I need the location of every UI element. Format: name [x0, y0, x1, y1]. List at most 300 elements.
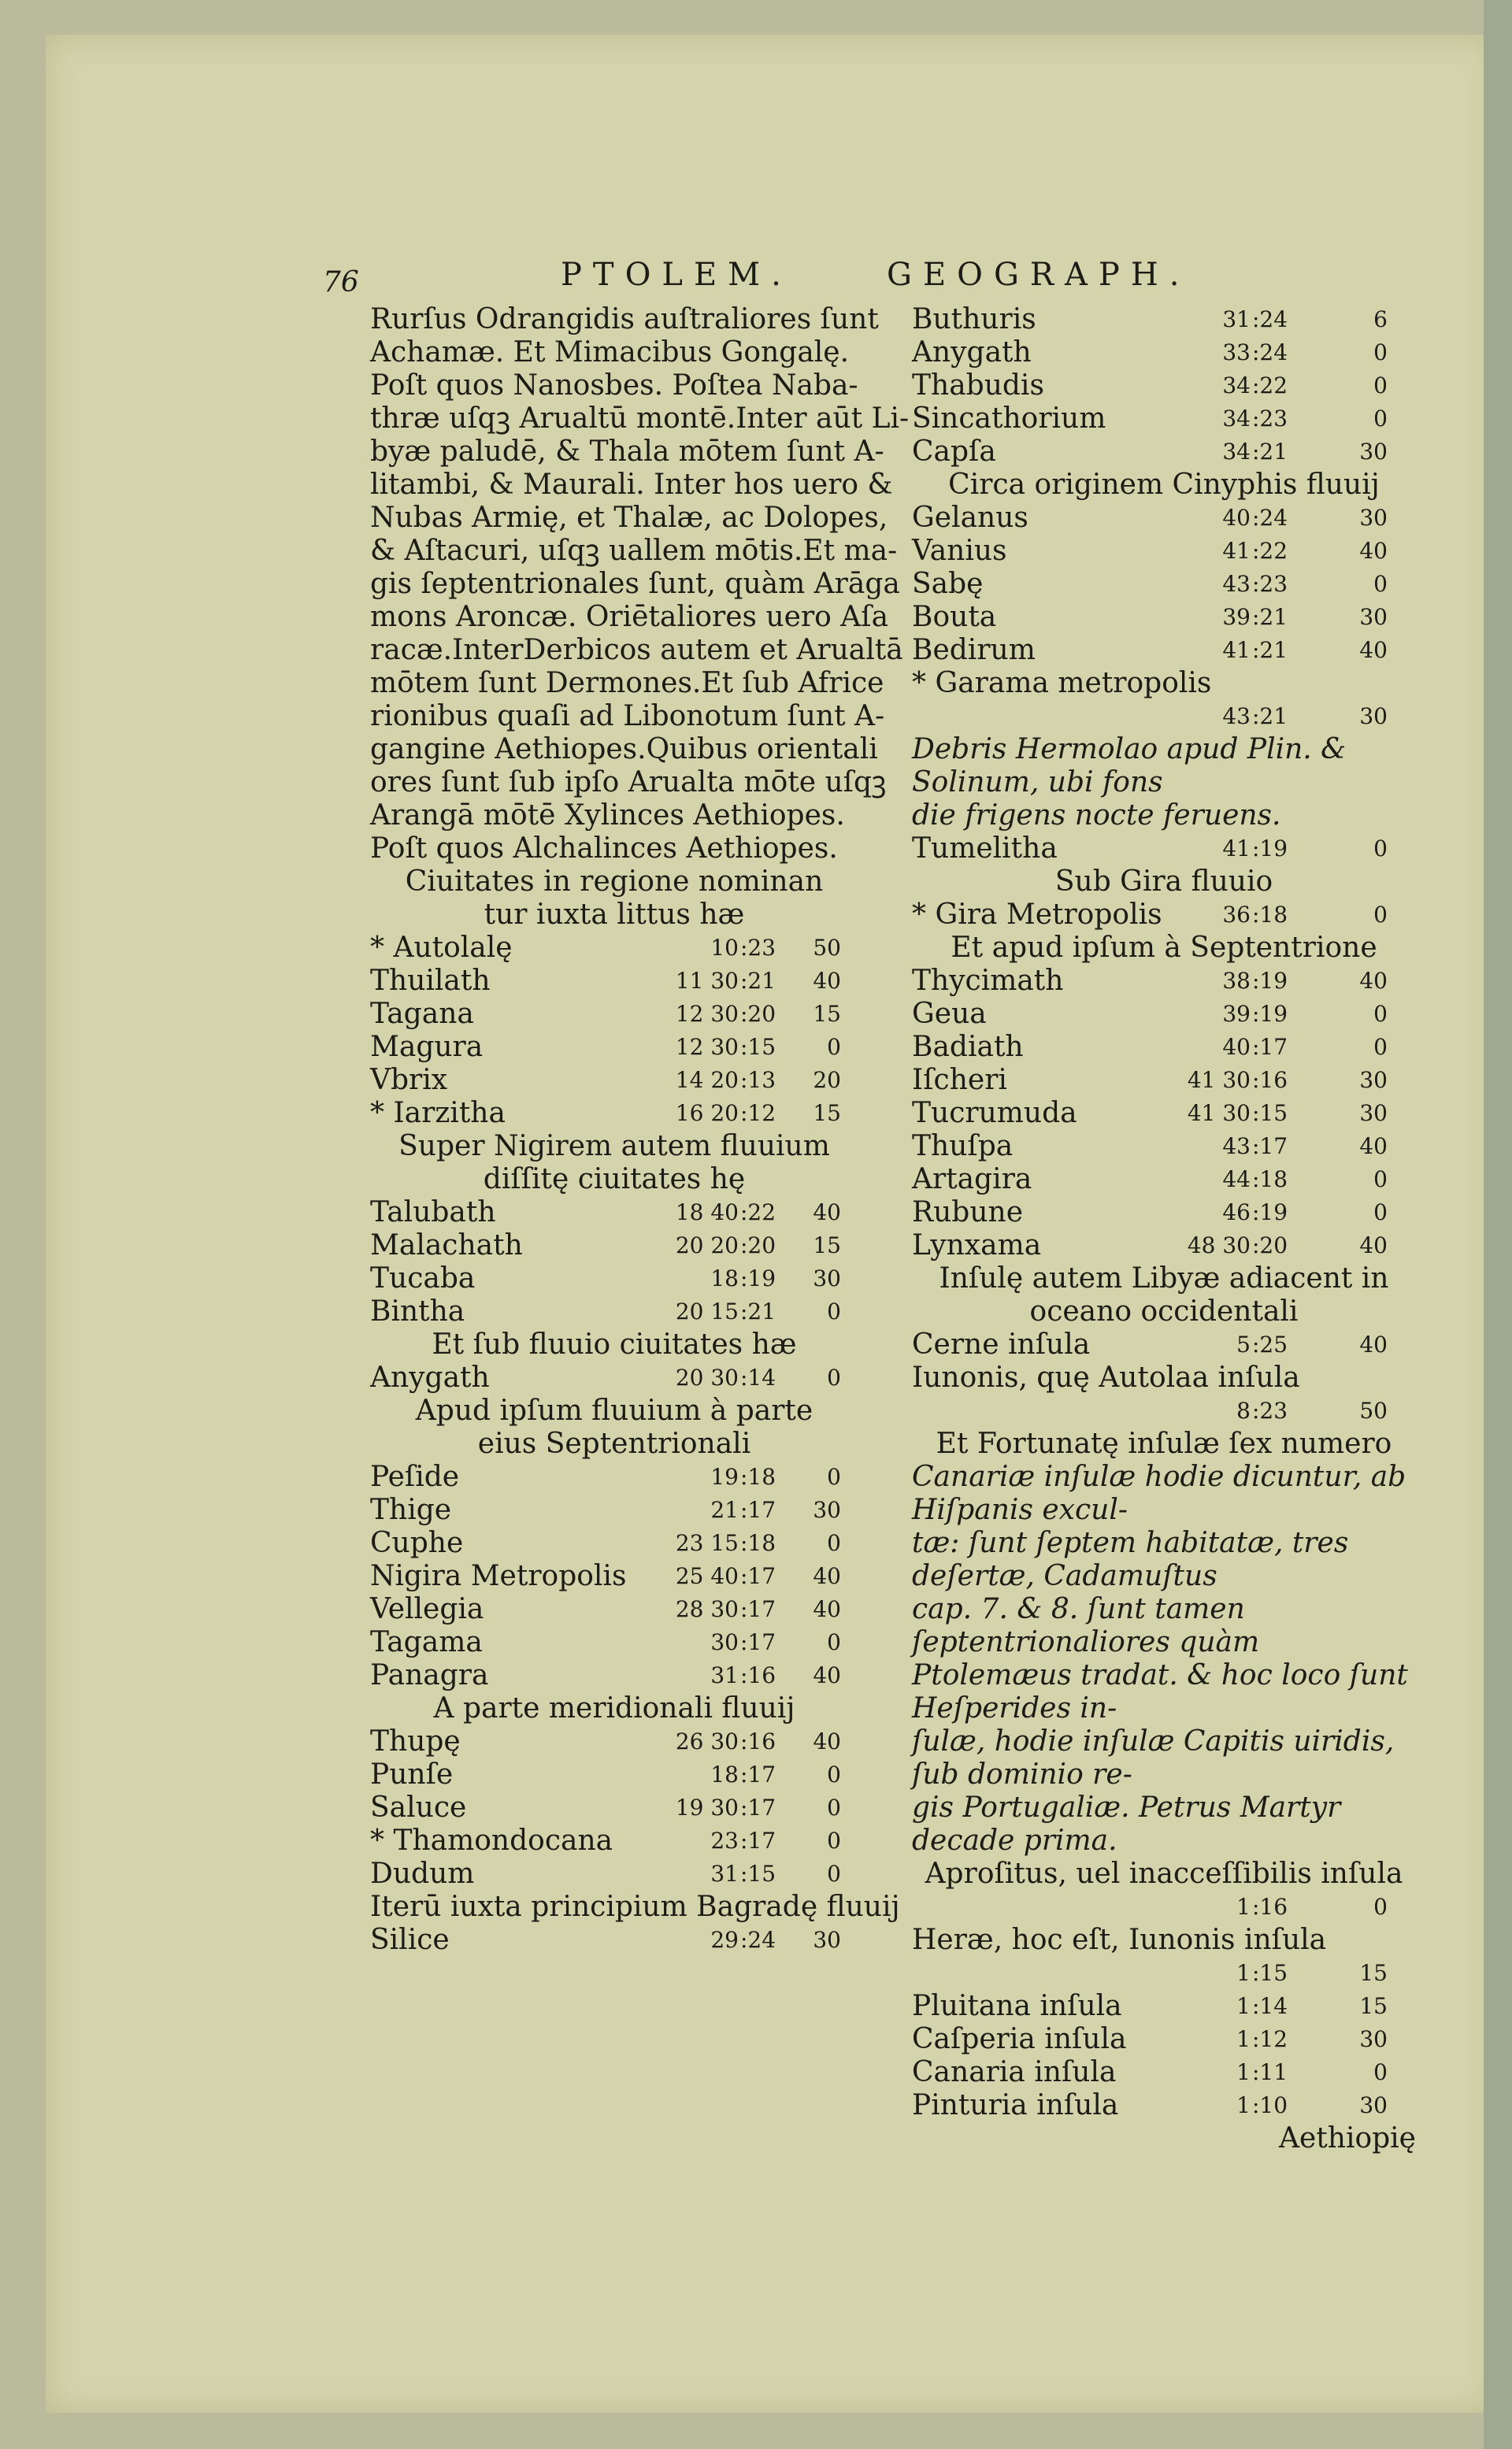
section-heading: diſſitę ciuitates hę — [483, 1163, 746, 1195]
latitude-degrees: :18 — [740, 1530, 776, 1556]
place-name: Capſa — [912, 435, 996, 468]
section-heading: Sub Gira fluuio — [1054, 865, 1273, 898]
place-name: * Thamondocana — [370, 1825, 613, 1857]
place-name: Thuſpa — [912, 1130, 1014, 1162]
latitude-degrees: :24 — [740, 1927, 776, 1953]
note-line: cap. 7. & 8. ſunt tamen ſeptentrionaliores quàm — [912, 1593, 1260, 1658]
latitude-degrees: :17 — [740, 1563, 776, 1589]
place-name: Punſe — [370, 1758, 454, 1791]
latitude-minutes: 0 — [1373, 2059, 1388, 2085]
latitude-degrees: :18 — [1252, 1166, 1288, 1192]
latitude-minutes: 40 — [813, 968, 841, 994]
place-name: Vbrix — [370, 1064, 448, 1096]
place-entry — [912, 568, 1416, 601]
latitude-degrees: :17 — [740, 1497, 776, 1523]
latitude-degrees: :17 — [740, 1596, 776, 1622]
place-name: Cerne inſula — [912, 1328, 1091, 1361]
latitude-degrees: :14 — [1252, 1993, 1288, 2019]
place-entry — [912, 1990, 1416, 2023]
place-entry — [912, 402, 1416, 435]
latitude-minutes: 40 — [813, 1728, 841, 1754]
latitude-degrees: :22 — [740, 1199, 776, 1225]
latitude-minutes: 0 — [1373, 1894, 1388, 1920]
place-entry — [370, 1791, 858, 1825]
latitude-minutes: 0 — [1373, 372, 1388, 398]
running-head-left: PTOLEM. — [561, 257, 792, 293]
note-line: Ptolemæus tradat. & hoc loco ſunt Heſperides in- — [912, 1659, 1408, 1725]
place-name: Thige — [370, 1494, 452, 1526]
latitude-minutes: 0 — [827, 1464, 841, 1490]
place-name: Thabudis — [912, 369, 1044, 402]
longitude: 14 20 — [675, 1067, 739, 1093]
latitude-minutes: 0 — [827, 1530, 841, 1556]
longitude: 25 40 — [675, 1563, 739, 1589]
paragraph-line: byæ paludē, & Thala mōtem ſunt A- — [370, 435, 884, 468]
latitude-minutes: 0 — [1373, 1001, 1388, 1027]
place-name: Thuilath — [370, 965, 491, 997]
longitude: 43 — [1222, 1133, 1251, 1159]
place-entry — [370, 1626, 858, 1659]
latitude-degrees: :19 — [740, 1265, 776, 1291]
section-heading: Et apud ipſum à Septentrione — [951, 932, 1377, 964]
latitude-degrees: :21 — [1252, 637, 1288, 663]
latitude-degrees: :15 — [740, 1861, 776, 1887]
latitude-minutes: 30 — [1359, 703, 1388, 729]
place-entry — [912, 1097, 1416, 1130]
latitude-degrees: :21 — [1252, 439, 1288, 465]
place-entry — [912, 1031, 1416, 1064]
place-entry — [370, 1924, 858, 1957]
longitude: 40 — [1222, 1034, 1251, 1060]
running-head-right: GEOGRAPH. — [887, 257, 1191, 293]
latitude-degrees: :24 — [1252, 505, 1288, 531]
longitude: 18 — [710, 1762, 739, 1788]
place-name: Canaria inſula — [912, 2056, 1117, 2088]
place-name: Tumelitha — [912, 832, 1058, 865]
place-entry — [370, 1461, 858, 1494]
latitude-minutes: 0 — [1373, 1199, 1388, 1225]
latitude-degrees: :25 — [1252, 1332, 1288, 1358]
place-name: Bouta — [912, 601, 997, 633]
place-entry — [912, 998, 1416, 1031]
place-entry — [370, 1659, 858, 1692]
longitude: 41 — [1222, 538, 1251, 564]
section-heading: Iterū iuxta principium Bagradę fluuij — [370, 1891, 900, 1923]
place-entry — [370, 1362, 858, 1395]
place-entry — [370, 932, 858, 965]
intro-paragraph — [370, 303, 910, 865]
place-name: Vellegia — [370, 1593, 484, 1625]
latitude-degrees: :21 — [740, 1299, 776, 1325]
latitude-degrees: :17 — [1252, 1034, 1288, 1060]
place-name: Tagama — [370, 1626, 483, 1658]
latitude-minutes: 0 — [1373, 1166, 1388, 1192]
latitude-minutes: 40 — [1359, 1232, 1388, 1258]
latitude-degrees: :20 — [740, 1232, 776, 1258]
latitude-minutes: 50 — [813, 935, 841, 961]
place-entry — [370, 1196, 858, 1229]
place-entry — [370, 1295, 858, 1328]
place-name: Tagana — [370, 998, 474, 1030]
place-name: * Autolalę — [370, 932, 513, 964]
paragraph-line: Achamæ. Et Mimacibus Gongalę. — [370, 336, 850, 369]
place-entry — [370, 1031, 858, 1064]
place-entry — [912, 1229, 1416, 1262]
longitude: 19 30 — [675, 1795, 739, 1821]
latitude-minutes: 20 — [813, 1067, 841, 1093]
longitude: 1 — [1236, 1894, 1251, 1920]
facing-page-edge — [1484, 0, 1512, 2449]
place-name: Iſcheri — [912, 1064, 1007, 1096]
place-entry — [912, 1957, 1416, 1990]
place-entry — [912, 634, 1416, 667]
latitude-minutes: 30 — [1359, 1100, 1388, 1126]
latitude-minutes: 0 — [827, 1365, 841, 1391]
latitude-degrees: :12 — [1252, 2026, 1288, 2052]
section-heading: Inſulę autem Libyæ adiacent in — [939, 1262, 1389, 1295]
place-name: * Garama metropolis — [912, 667, 1212, 699]
latitude-degrees: :19 — [1252, 1001, 1288, 1027]
longitude: 43 — [1222, 571, 1251, 597]
place-name: Sincathorium — [912, 402, 1106, 435]
latitude-minutes: 30 — [1359, 439, 1388, 465]
latitude-degrees: :23 — [1252, 406, 1288, 432]
section-heading: Ciuitates in regione nominan — [405, 865, 824, 898]
note-line: Debris Hermolao apud Plin. & Solinum, ubi fons — [912, 733, 1347, 798]
place-entry — [912, 2056, 1416, 2089]
latitude-degrees: :17 — [740, 1762, 776, 1788]
paragraph-line: & Aſtacuri, uſqꝫ uallem mōtis.Et ma- — [370, 535, 898, 567]
longitude: 1 — [1236, 1993, 1251, 2019]
longitude: 41 — [1222, 637, 1251, 663]
place-name: Cuphe — [370, 1527, 464, 1559]
longitude: 18 — [710, 1265, 739, 1291]
latitude-degrees: :19 — [1252, 1199, 1288, 1225]
latitude-minutes: 0 — [1373, 406, 1388, 432]
latitude-degrees: :23 — [740, 935, 776, 961]
latitude-minutes: 40 — [1359, 538, 1388, 564]
longitude: 20 30 — [675, 1365, 739, 1391]
place-entry — [370, 1725, 858, 1758]
latitude-degrees: :21 — [1252, 703, 1288, 729]
longitude: 10 — [710, 935, 739, 961]
place-entry — [370, 1825, 858, 1858]
marginal-note — [912, 733, 1416, 832]
longitude: 12 30 — [675, 1001, 739, 1027]
right-gazetteer — [912, 303, 1416, 2155]
place-entry — [912, 1196, 1416, 1229]
latitude-degrees: :16 — [1252, 1067, 1288, 1093]
place-name: Badiath — [912, 1031, 1024, 1063]
latitude-minutes: 30 — [813, 1497, 841, 1523]
latitude-minutes: 0 — [1373, 835, 1388, 861]
place-entry — [912, 1924, 1416, 1957]
latitude-degrees: :15 — [1252, 1960, 1288, 1986]
latitude-minutes: 40 — [813, 1563, 841, 1589]
place-name: Caſperia inſula — [912, 2023, 1127, 2055]
paragraph-line: Nubas Armię, et Thalæ, ac Dolopes, — [370, 502, 888, 534]
longitude: 19 — [710, 1464, 739, 1490]
latitude-minutes: 50 — [1359, 1398, 1388, 1424]
place-entry — [912, 1163, 1416, 1196]
longitude: 1 — [1236, 2026, 1251, 2052]
latitude-degrees: :20 — [1252, 1232, 1288, 1258]
latitude-minutes: 40 — [1359, 1332, 1388, 1358]
place-entry — [912, 535, 1416, 568]
longitude: 36 — [1222, 902, 1251, 928]
place-name: Heræ, hoc eſt, Iunonis inſula — [912, 1924, 1327, 1956]
place-entry — [370, 1064, 858, 1097]
latitude-minutes: 0 — [827, 1299, 841, 1325]
latitude-minutes: 30 — [1359, 2092, 1388, 2118]
latitude-degrees: :21 — [1252, 604, 1288, 630]
longitude: 29 — [710, 1927, 739, 1953]
latitude-minutes: 40 — [1359, 968, 1388, 994]
place-name: Saluce — [370, 1791, 467, 1824]
paragraph-line: Poſt quos Alchalinces Aethiopes. — [370, 832, 838, 865]
latitude-minutes: 15 — [813, 1001, 841, 1027]
longitude: 20 15 — [675, 1299, 739, 1325]
place-name: Gelanus — [912, 502, 1028, 534]
place-entry — [912, 303, 1416, 336]
latitude-minutes: 15 — [1359, 1993, 1388, 2019]
latitude-minutes: 30 — [1359, 1067, 1388, 1093]
place-entry — [912, 667, 1416, 700]
longitude: 39 — [1222, 604, 1251, 630]
place-entry — [912, 336, 1416, 369]
latitude-degrees: :24 — [1252, 306, 1288, 332]
paragraph-line: litambi, & Maurali. Inter hos uero & — [370, 469, 893, 501]
note-line: Canariæ inſulæ hodie dicuntur, ab Hiſpanis excul- — [912, 1461, 1406, 1526]
place-entry — [912, 898, 1416, 932]
latitude-minutes: 40 — [813, 1662, 841, 1688]
latitude-degrees: :19 — [1252, 835, 1288, 861]
place-name: Rubune — [912, 1196, 1024, 1228]
place-entry — [370, 1494, 858, 1527]
note-line: gis Portugaliæ. Petrus Martyr decade prima. — [912, 1791, 1341, 1857]
latitude-degrees: :11 — [1252, 2059, 1288, 2085]
place-entry — [370, 1229, 858, 1262]
longitude: 38 — [1222, 968, 1251, 994]
latitude-degrees: :22 — [1252, 538, 1288, 564]
place-name: Buthuris — [912, 303, 1036, 335]
latitude-minutes: 30 — [1359, 2026, 1388, 2052]
latitude-degrees: :17 — [1252, 1133, 1288, 1159]
place-name: Tucaba — [370, 1262, 476, 1295]
place-entry — [912, 2023, 1416, 2056]
latitude-minutes: 15 — [813, 1232, 841, 1258]
longitude: 31 — [710, 1861, 739, 1887]
longitude: 11 30 — [675, 968, 739, 994]
latitude-degrees: :23 — [1252, 571, 1288, 597]
place-entry — [370, 1758, 858, 1791]
place-name: Dudum — [370, 1858, 475, 1890]
section-heading: Aproſitus, uel inacceſſibilis inſula — [925, 1858, 1403, 1890]
place-entry — [370, 1560, 858, 1593]
latitude-degrees: :16 — [1252, 1894, 1288, 1920]
paragraph-line: racæ.InterDerbicos autem et Arualtā — [370, 634, 903, 666]
latitude-minutes: 30 — [813, 1927, 841, 1953]
longitude: 1 — [1236, 2059, 1251, 2085]
place-name: Silice — [370, 1924, 450, 1956]
place-name: * Iarzitha — [370, 1097, 506, 1129]
longitude: 28 30 — [675, 1596, 739, 1622]
place-entry — [912, 2089, 1416, 2122]
latitude-degrees: :18 — [740, 1464, 776, 1490]
place-name: Vanius — [912, 535, 1007, 567]
longitude: 18 40 — [675, 1199, 739, 1225]
latitude-minutes: 40 — [1359, 637, 1388, 663]
place-name: Artagira — [912, 1163, 1032, 1195]
place-name: Anygath — [370, 1362, 490, 1394]
place-name: Bedirum — [912, 634, 1036, 666]
place-name: Magura — [370, 1031, 484, 1063]
page-number: 76 — [323, 266, 359, 298]
longitude: 12 30 — [675, 1034, 739, 1060]
catchword: Aethiopię — [1278, 2122, 1416, 2154]
latitude-degrees: :12 — [740, 1100, 776, 1126]
latitude-minutes: 0 — [827, 1629, 841, 1655]
latitude-degrees: :17 — [740, 1629, 776, 1655]
place-name: Thupę — [370, 1725, 461, 1758]
latitude-degrees: :16 — [740, 1728, 776, 1754]
place-entry — [912, 601, 1416, 634]
longitude: 31 — [710, 1662, 739, 1688]
latitude-minutes: 40 — [1359, 1133, 1388, 1159]
left-column — [370, 303, 910, 1957]
longitude: 16 20 — [675, 1100, 739, 1126]
place-name: Iunonis, quę Autolaa inſula — [912, 1362, 1300, 1394]
longitude: 48 30 — [1187, 1232, 1251, 1258]
paragraph-line: mons Aroncæ. Oriētaliores uero Aſa — [370, 601, 889, 633]
longitude: 30 — [710, 1629, 739, 1655]
place-entry — [912, 1328, 1416, 1362]
paragraph-line: mōtem ſunt Dermones.Et ſub Africe — [370, 667, 884, 699]
place-entry — [370, 1097, 858, 1130]
latitude-minutes: 30 — [813, 1265, 841, 1291]
longitude: 5 — [1236, 1332, 1251, 1358]
latitude-minutes: 0 — [1373, 571, 1388, 597]
section-heading: tur iuxta littus hæ — [484, 898, 745, 931]
place-entry — [370, 1262, 858, 1295]
note-line: die frigens nocte feruens. — [912, 799, 1281, 832]
longitude: 41 30 — [1187, 1067, 1251, 1093]
place-name: Talubath — [370, 1196, 496, 1228]
latitude-degrees: :18 — [1252, 902, 1288, 928]
place-name: Peſide — [370, 1461, 460, 1493]
longitude: 1 — [1236, 2092, 1251, 2118]
place-entry — [370, 965, 858, 998]
left-gazetteer — [370, 865, 900, 1957]
longitude: 20 20 — [675, 1232, 739, 1258]
latitude-degrees: :13 — [740, 1067, 776, 1093]
section-heading: eius Septentrionali — [477, 1428, 751, 1460]
latitude-minutes: 0 — [827, 1795, 841, 1821]
longitude: 46 — [1222, 1199, 1251, 1225]
latitude-minutes: 40 — [813, 1199, 841, 1225]
place-entry — [912, 1395, 1416, 1428]
latitude-minutes: 0 — [827, 1034, 841, 1060]
longitude: 40 — [1222, 505, 1251, 531]
latitude-minutes: 0 — [827, 1762, 841, 1788]
paragraph-line: rionibus quaſi ad Libonotum ſunt A- — [370, 700, 885, 732]
place-name: Nigira Metropolis — [370, 1560, 627, 1592]
paragraph-line: Arangā mōtē Xylinces Aethiopes. — [370, 799, 845, 832]
longitude: 33 — [1222, 339, 1251, 365]
place-entry — [912, 832, 1416, 865]
note-line: tæ: ſunt ſeptem habitatæ, tres deſertæ, Cadamuſtus — [912, 1527, 1349, 1592]
place-name: * Gira Metropolis — [912, 898, 1162, 931]
longitude: 21 — [710, 1497, 739, 1523]
latitude-degrees: :21 — [740, 968, 776, 994]
latitude-minutes: 0 — [1373, 902, 1388, 928]
section-heading: oceano occidentali — [1029, 1295, 1299, 1328]
place-name: Geua — [912, 998, 987, 1030]
longitude: 44 — [1222, 1166, 1251, 1192]
longitude: 26 30 — [675, 1728, 739, 1754]
longitude: 31 — [1222, 306, 1251, 332]
place-name: Pinturia inſula — [912, 2089, 1119, 2121]
paragraph-line: ores ſunt ſub ipſo Arualta mōte uſqꝫ — [370, 766, 887, 798]
place-entry — [912, 965, 1416, 998]
place-entry — [912, 369, 1416, 402]
longitude: 34 — [1222, 439, 1251, 465]
latitude-minutes: 40 — [813, 1596, 841, 1622]
place-entry — [912, 435, 1416, 469]
place-name: Pluitana inſula — [912, 1990, 1122, 2022]
note-line: ſulæ, hodie inſulæ Capitis uiridis, ſub dominio re- — [912, 1725, 1395, 1791]
longitude: 34 — [1222, 372, 1251, 398]
latitude-minutes: 6 — [1373, 306, 1388, 332]
latitude-minutes: 0 — [1373, 1034, 1388, 1060]
marginal-note — [912, 1461, 1416, 1858]
latitude-minutes: 30 — [1359, 604, 1388, 630]
place-name: Lynxama — [912, 1229, 1042, 1262]
latitude-degrees: :19 — [1252, 968, 1288, 994]
place-name: Anygath — [912, 336, 1032, 369]
latitude-minutes: 15 — [1359, 1960, 1388, 1986]
longitude: 41 30 — [1187, 1100, 1251, 1126]
latitude-minutes: 15 — [813, 1100, 841, 1126]
place-entry — [912, 1130, 1416, 1163]
section-heading: Apud ipſum fluuium à parte — [415, 1395, 813, 1427]
place-name: Panagra — [370, 1659, 489, 1691]
section-heading: Et Fortunatę inſulæ ſex numero — [936, 1428, 1392, 1460]
paragraph-line: thræ uſqꝫ Arualtū montē.Inter aūt Li- — [370, 402, 910, 435]
place-name: Tucrumuda — [912, 1097, 1077, 1129]
place-entry — [912, 502, 1416, 535]
latitude-degrees: :15 — [740, 1034, 776, 1060]
latitude-degrees: :20 — [740, 1001, 776, 1027]
paragraph-line: gis ſeptentrionales ſunt, quàm Arāga — [370, 568, 900, 600]
place-entry — [370, 1593, 858, 1626]
longitude: 39 — [1222, 1001, 1251, 1027]
section-heading: A parte meridionali fluuij — [433, 1692, 795, 1725]
place-name: Sabę — [912, 568, 984, 600]
place-entry — [370, 1527, 858, 1560]
longitude: 8 — [1236, 1398, 1251, 1424]
place-entry — [370, 1858, 858, 1891]
place-entry — [912, 1064, 1416, 1097]
place-entry — [370, 998, 858, 1031]
latitude-degrees: :14 — [740, 1365, 776, 1391]
paragraph-line: Rurſus Odrangidis auſtraliores ſunt — [370, 303, 879, 335]
longitude: 43 — [1222, 703, 1251, 729]
section-heading: Super Nigirem autem fluuium — [398, 1130, 830, 1162]
longitude: 1 — [1236, 1960, 1251, 1986]
latitude-degrees: :10 — [1252, 2092, 1288, 2118]
longitude: 41 — [1222, 835, 1251, 861]
